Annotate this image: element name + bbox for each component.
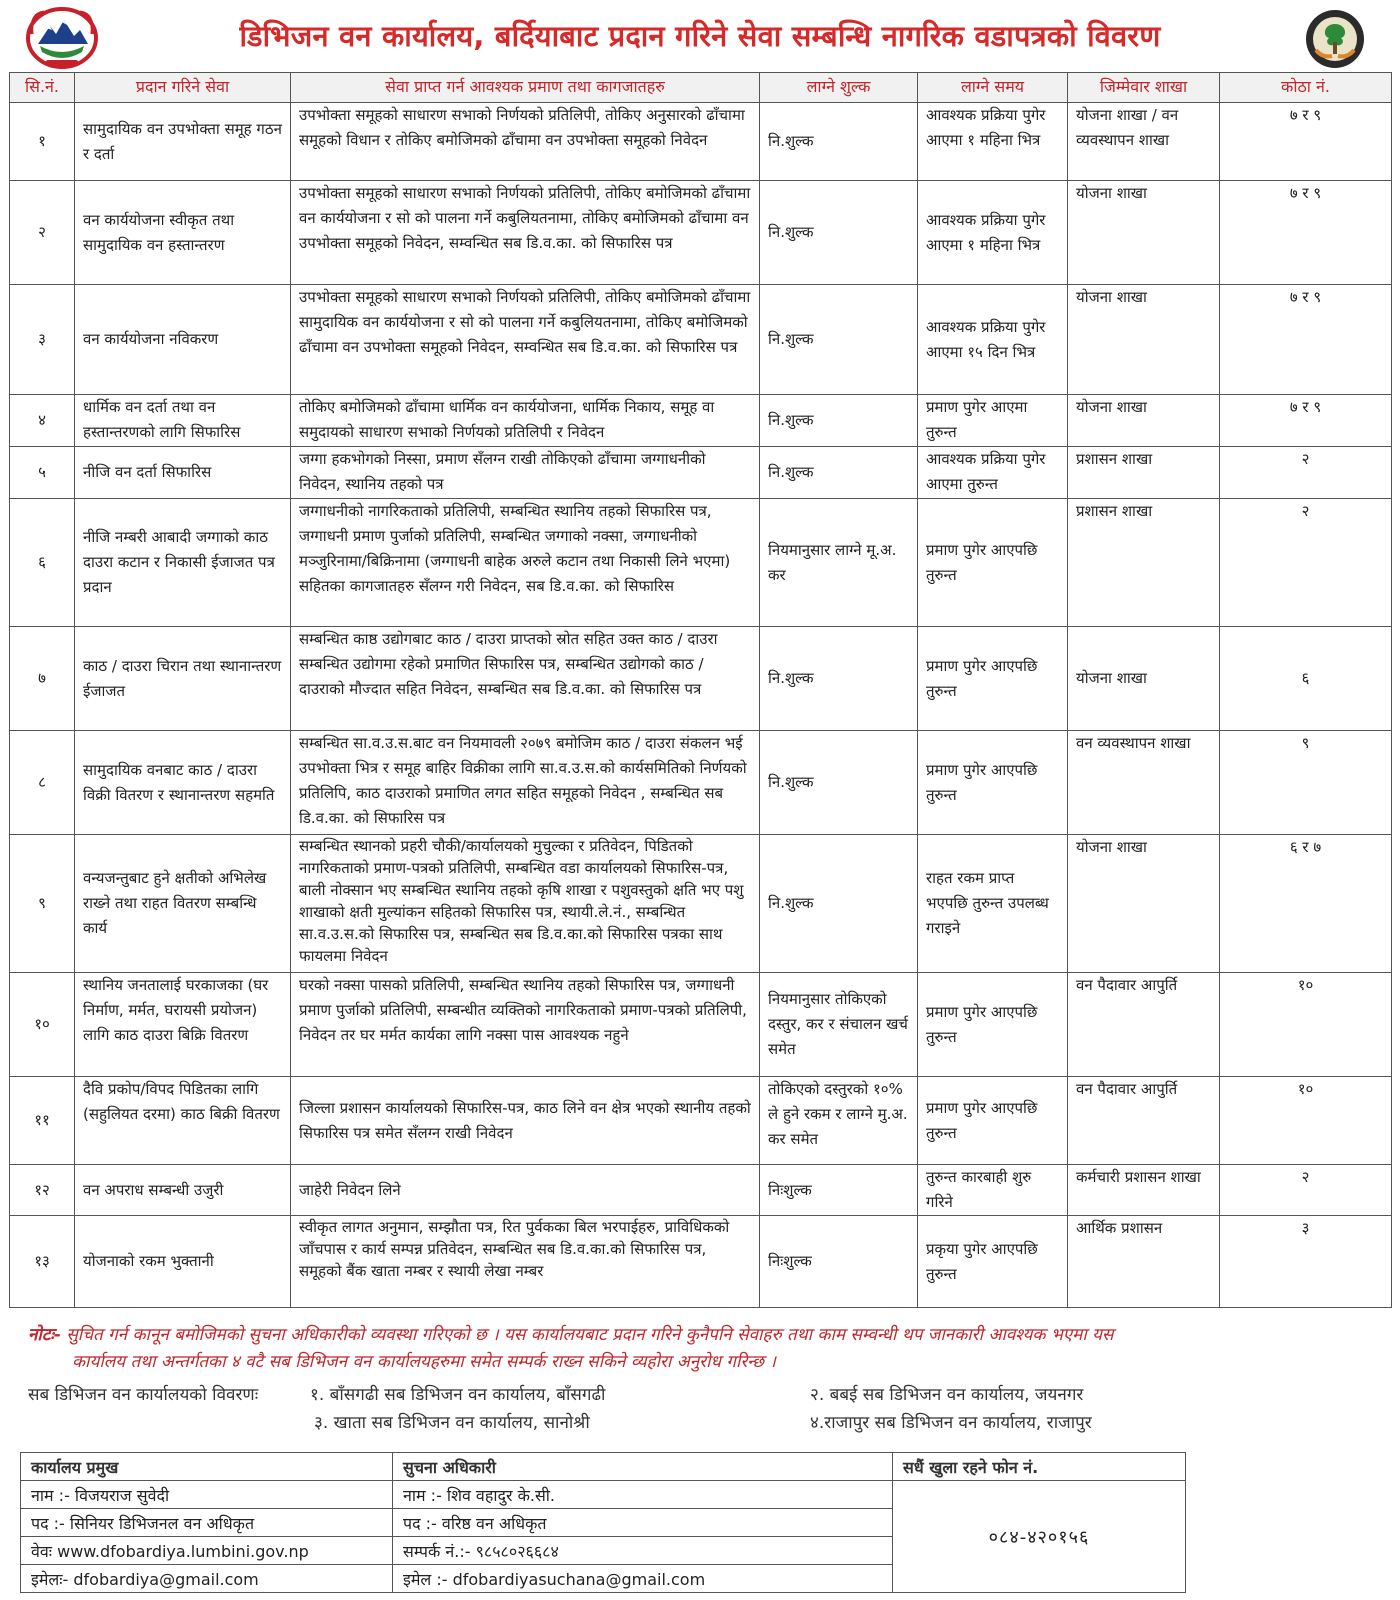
chief-name: नाम :- विजयराज सुवेदी <box>21 1481 393 1509</box>
cell-branch: योजना शाखा <box>1068 395 1220 447</box>
cell-time: प्रकृया पुगेर आएपछि तुरुन्त <box>918 1216 1068 1308</box>
sub-division-row-2 <box>28 1410 1378 1438</box>
cell-time: आवश्यक प्रक्रिया पुगेर आएमा १ महिना भित्र <box>918 181 1068 285</box>
table-row <box>10 627 1392 731</box>
cell-time: प्रमाण पुगेर आएपछि तुरुन्त <box>918 1077 1068 1165</box>
cell-time: आवश्यक प्रक्रिया पुगेर आएमा १५ दिन भित्र <box>918 285 1068 395</box>
cell-fee: नि.शुल्क <box>760 103 918 181</box>
info-officer-heading: सुचना अधिकारी <box>393 1453 893 1481</box>
page-title: डिभिजन वन कार्यालय, बर्दियाबाट प्रदान गरिने सेवा सम्बन्धि नागरिक वडापत्रको विवरण <box>239 19 1161 53</box>
cell-fee: नियमानुसार लाग्ने मू.अ. कर <box>760 499 918 627</box>
cell-documents: उपभोक्ता समूहको साधारण सभाको निर्णयको प्रतिलिपी, तोकिए बमोजिमको ढाँचामा वन कार्ययोजना र सो को पालना गर्ने कबुलियतनामा, तोकिए बमोजिमको ढाँचामा वन उपभोक्ता समूहको निवेदन, सम्वन्धित सब डि.व.का. को सिफारिस पत्र <box>291 181 760 285</box>
info-officer-email-link[interactable]: इमेल :- dfobardiyasuchana@gmail.com <box>393 1565 893 1593</box>
note-section <box>28 1322 1378 1376</box>
cell-documents: सम्बन्धित सा.व.उ.स.बाट वन नियमावली २०७९ बमोजिम काठ / दाउरा संकलन भई उपभोक्ता भित्र र समूह बाहिर विक्रीका लागि सा.व.उ.स.को कार्यसमितिको निर्णयको प्रतिलिपि, काठ दाउराको प्रमाणित लगत सहित समूहको निवेदन , सम्बन्धित सब डि.व.का. को सिफारिस पत्र <box>291 731 760 835</box>
cell-room: २ <box>1220 499 1392 627</box>
cell-service: दैवि प्रकोप/विपद पिडितका लागि (सहुलियत दरमा) काठ बिक्री वितरण <box>75 1077 291 1165</box>
col-header-time: लाग्ने समय <box>918 73 1068 103</box>
cell-fee: नि.शुल्क <box>760 181 918 285</box>
cell-fee: नि.शुल्क <box>760 447 918 499</box>
website-link[interactable]: वेवः www.dfobardiya.lumbini.gov.np <box>21 1537 393 1565</box>
sub-division-item: ४.राजापुर सब डिभिजन वन कार्यालय, राजापुर <box>810 1413 1092 1433</box>
cell-documents: घरको नक्सा पासको प्रतिलिपी, सम्बन्धित स्थानिय तहको सिफारिस पत्र, जग्गाधनी प्रमाण पुर्जाको प्रतिलिपी, सम्बन्धीत व्यक्तिको नागरिकताको प्रमाण-पत्रको प्रतिलिपी, निवेदन तर घर मर्मत कार्यका लागि नक्सा पास आवश्यक नहुने <box>291 973 760 1077</box>
cell-service: वन अपराध सम्बन्धी उजुरी <box>75 1165 291 1216</box>
info-officer-post: पद :- वरिष्ठ वन अधिकृत <box>393 1509 893 1537</box>
cell-time: आवश्यक प्रक्रिया पुगेर आएमा तुरुन्त <box>918 447 1068 499</box>
contact-header-row <box>21 1453 1186 1481</box>
cell-fee: नि.शुल्क <box>760 731 918 835</box>
cell-documents: सम्बन्धित काष्ठ उद्योगबाट काठ / दाउरा प्राप्तको स्रोत सहित उक्त काठ / दाउरा सम्बन्धित उद्योगमा रहेको प्रमाणित सिफारिस पत्र, सम्बन्धित उद्योगको काठ / दाउराको मौज्दात सहित निवेदन, सम्बन्धित सब डि.व.का. को सिफारिस पत्र <box>291 627 760 731</box>
cell-branch: योजना शाखा <box>1068 627 1220 731</box>
col-header-documents: सेवा प्राप्त गर्न आवश्यक प्रमाण तथा कागजातहरु <box>291 73 760 103</box>
sub-division-label: सब डिभिजन वन कार्यालयको विवरणः <box>28 1385 259 1405</box>
cell-time: तुरुन्त कारबाही शुरु गरिने <box>918 1165 1068 1216</box>
cell-time: प्रमाण पुगेर आएपछि तुरुन्त <box>918 731 1068 835</box>
cell-documents: सम्बन्धित स्थानको प्रहरी चौकी/कार्यालयको मुचुल्का र प्रतिवेदन, पिडितको नागरिकताको प्रमाण-पत्रको प्रतिलिपी, सम्बन्धित वडा कार्यालयको सिफारिस-पत्र, बाली नोक्सान भए सम्बन्धित स्थानिय तहको कृषि शाखा र पशुवस्तुको क्षति भए पशु शाखाको क्षती मुल्यांकन सहितको सिफारिस पत्र, स्थायी.ले.नं., सम्बन्धित सा.व.उ.स.को सिफारिस पत्र, सम्बन्धित सब डि.व.का.को सिफारिस पत्रका साथ फायलमा निवेदन <box>291 835 760 973</box>
cell-fee: निःशुल्क <box>760 1216 918 1308</box>
cell-time: प्रमाण पुगेर आएमा तुरुन्त <box>918 395 1068 447</box>
cell-time: प्रमाण पुगेर आएपछि तुरुन्त <box>918 499 1068 627</box>
cell-branch: योजना शाखा <box>1068 285 1220 395</box>
cell-service: सामुदायिक वनबाट काठ / दाउरा विक्री वितरण र स्थानान्तरण सहमति <box>75 731 291 835</box>
cell-service: वन कार्ययोजना स्वीकृत तथा सामुदायिक वन हस्तान्तरण <box>75 181 291 285</box>
cell-room: ७ र ९ <box>1220 395 1392 447</box>
table-row <box>10 731 1392 835</box>
cell-time: राहत रकम प्राप्त भएपछि तुरुन्त उपलब्ध गराइने <box>918 835 1068 973</box>
note-line-1 <box>28 1322 1378 1349</box>
cell-room: ७ र ९ <box>1220 103 1392 181</box>
cell-sn: ८ <box>10 731 75 835</box>
cell-sn: १० <box>10 973 75 1077</box>
chief-email-link[interactable]: इमेलः- dfobardiya@gmail.com <box>21 1565 393 1593</box>
cell-sn: १२ <box>10 1165 75 1216</box>
cell-branch: कर्मचारी प्रशासन शाखा <box>1068 1165 1220 1216</box>
cell-room: ९ <box>1220 731 1392 835</box>
sub-division-row-1 <box>28 1382 1378 1410</box>
cell-sn: १३ <box>10 1216 75 1308</box>
table-row <box>10 447 1392 499</box>
table-row <box>10 395 1392 447</box>
cell-room: २ <box>1220 447 1392 499</box>
cell-service: सामुदायिक वन उपभोक्ता समूह गठन र दर्ता <box>75 103 291 181</box>
cell-service: नीजि नम्बरी आबादी जग्गाको काठ दाउरा कटान र निकासी ईजाजत पत्र प्रदान <box>75 499 291 627</box>
cell-branch: प्रशासन शाखा <box>1068 447 1220 499</box>
contact-table <box>20 1452 1186 1593</box>
cell-fee: नि.शुल्क <box>760 835 918 973</box>
cell-branch: वन व्यवस्थापन शाखा <box>1068 731 1220 835</box>
col-header-branch: जिम्मेवार शाखा <box>1068 73 1220 103</box>
cell-room: २ <box>1220 1165 1392 1216</box>
cell-service: योजनाको रकम भुक्तानी <box>75 1216 291 1308</box>
note-label: नोटः- <box>28 1325 61 1345</box>
table-row <box>10 1216 1392 1308</box>
table-row <box>10 285 1392 395</box>
col-header-service: प्रदान गरिने सेवा <box>75 73 291 103</box>
cell-fee: नि.शुल्क <box>760 395 918 447</box>
cell-service: वन्यजन्तुबाट हुने क्षतीको अभिलेख राख्ने तथा राहत वितरण सम्बन्धि कार्य <box>75 835 291 973</box>
table-row <box>10 1077 1392 1165</box>
contact-row <box>21 1481 1186 1509</box>
cell-fee: नि.शुल्क <box>760 285 918 395</box>
cell-service: स्थानिय जनतालाई घरकाजका (घर निर्माण, मर्मत, घरायसी प्रयोजन) लागि काठ दाउरा बिक्रि वितरण <box>75 973 291 1077</box>
cell-fee: नियमानुसार तोकिएको दस्तुर, कर र संचालन खर्च समेत <box>760 973 918 1077</box>
info-officer-contact: सम्पर्क नं.:- ९८५८०२६६८४ <box>393 1537 893 1565</box>
note-line-2: कार्यालय तथा अन्तर्गतका ४ वटै सब डिभिजन वन कार्यालयहरुमा समेत सम्पर्क राख्न सकिने व्यहोरा अनुरोध गरिन्छ । <box>72 1352 776 1372</box>
hotline-phone: ०८४-४२०१५६ <box>893 1481 1186 1593</box>
nepal-emblem-icon <box>24 6 100 70</box>
cell-room: ७ र ९ <box>1220 285 1392 395</box>
cell-documents: स्वीकृत लागत अनुमान, सम्झौता पत्र, रित पुर्वकका बिल भरपाईहरु, प्राविधिकको जाँचपास र कार्य सम्पन्न प्रतिवेदन, सम्बन्धित सब डि.व.का.को सिफारिस पत्र, समूहको बैंक खाता नम्बर र स्थायी लेखा नम्बर <box>291 1216 760 1308</box>
col-header-sn: सि.नं. <box>10 73 75 103</box>
cell-fee: निःशुल्क <box>760 1165 918 1216</box>
cell-time: आवश्यक प्रक्रिया पुगेर आएमा १ महिना भित्र <box>918 103 1068 181</box>
cell-documents: जाहेरी निवेदन लिने <box>291 1165 760 1216</box>
cell-branch: योजना शाखा / वन व्यवस्थापन शाखा <box>1068 103 1220 181</box>
cell-sn: ९ <box>10 835 75 973</box>
cell-time: प्रमाण पुगेर आएपछि तुरुन्त <box>918 973 1068 1077</box>
cell-documents: उपभोक्ता समूहको साधारण सभाको निर्णयको प्रतिलिपी, तोकिए अनुसारको ढाँचामा समूहको विधान र तोकिए बमोजिमको ढाँचामा वन उपभोक्ता समूहको निवेदन <box>291 103 760 181</box>
cell-branch: प्रशासन शाखा <box>1068 499 1220 627</box>
cell-documents: जग्गाधनीको नागरिकताको प्रतिलिपी, सम्बन्धित स्थानिय तहको सिफारिस पत्र, जग्गाधनी प्रमाण पुर्जाको प्रतिलिपी, सम्बन्धित जग्गाको नक्सा, जग्गाधनीको मञ्जुरिनामा/बिक्रिनामा (जग्गाधनी बाहेक अरुले कटान तथा निकासी लिने भएमा) सहितका कागजातहरु सँलग्न गरी निवेदन, सब डि.व.का. को सिफारिस <box>291 499 760 627</box>
phone-heading: सधैं खुला रहने फोन नं. <box>893 1453 1186 1481</box>
cell-documents: तोकिए बमोजिमको ढाँचामा धार्मिक वन कार्ययोजना, धार्मिक निकाय, समूह वा समुदायको साधारण सभाको निर्णयको प्रतिलिपी र निवेदन <box>291 395 760 447</box>
cell-documents: जिल्ला प्रशासन कार्यालयको सिफारिस-पत्र, काठ लिने वन क्षेत्र भएको स्थानीय तहको सिफारिस पत्र समेत सँलग्न राखी निवेदन <box>291 1077 760 1165</box>
cell-sn: ४ <box>10 395 75 447</box>
forest-ministry-logo-icon <box>1302 8 1368 70</box>
cell-room: ६ <box>1220 627 1392 731</box>
page-header <box>10 6 1390 70</box>
cell-service: नीजि वन दर्ता सिफारिस <box>75 447 291 499</box>
cell-sn: ६ <box>10 499 75 627</box>
office-chief-heading: कार्यालय प्रमुख <box>21 1453 393 1481</box>
cell-room: ३ <box>1220 1216 1392 1308</box>
cell-sn: ११ <box>10 1077 75 1165</box>
cell-documents: उपभोक्ता समूहको साधारण सभाको निर्णयको प्रतिलिपी, तोकिए बमोजिमको ढाँचामा सामुदायिक वन कार्ययोजना र सो को पालना गर्ने कबुलियतनामा, तोकिए बमोजिमको ढाँचामा वन उपभोक्ता समूहको निवेदन, सम्वन्धित सब डि.व.का. को सिफारिस पत्र <box>291 285 760 395</box>
chief-post: पद :- सिनियर डिभिजनल वन अधिकृत <box>21 1509 393 1537</box>
info-officer-name: नाम :- शिव वहादुर के.सी. <box>393 1481 893 1509</box>
cell-sn: २ <box>10 181 75 285</box>
sub-division-item: २. बबई सब डिभिजन वन कार्यालय, जयनगर <box>810 1385 1084 1405</box>
cell-fee: नि.शुल्क <box>760 627 918 731</box>
cell-fee: तोकिएको दस्तुरको १०% ले हुने रकम र लाग्ने मु.अ. कर समेत <box>760 1077 918 1165</box>
cell-branch: वन पैदावार आपुर्ति <box>1068 1077 1220 1165</box>
table-row <box>10 1165 1392 1216</box>
sub-division-item: ३. खाता सब डिभिजन वन कार्यालय, सानोश्री <box>314 1413 590 1433</box>
cell-service: काठ / दाउरा चिरान तथा स्थानान्तरण ईजाजत <box>75 627 291 731</box>
cell-branch: योजना शाखा <box>1068 181 1220 285</box>
services-table <box>9 72 1392 1308</box>
cell-sn: ७ <box>10 627 75 731</box>
table-row <box>10 499 1392 627</box>
cell-sn: ३ <box>10 285 75 395</box>
cell-room: ७ र ९ <box>1220 181 1392 285</box>
table-row <box>10 103 1392 181</box>
cell-sn: १ <box>10 103 75 181</box>
cell-room: १० <box>1220 973 1392 1077</box>
cell-room: ६ र ७ <box>1220 835 1392 973</box>
table-row <box>10 973 1392 1077</box>
col-header-room: कोठा नं. <box>1220 73 1392 103</box>
cell-documents: जग्गा हकभोगको निस्सा, प्रमाण सँलग्न राखी तोकिएको ढाँचामा जग्गाधनीको निवेदन, स्थानिय तहको पत्र <box>291 447 760 499</box>
cell-service: वन कार्ययोजना नविकरण <box>75 285 291 395</box>
cell-sn: ५ <box>10 447 75 499</box>
sub-division-item: १. बाँसगढी सब डिभिजन वन कार्यालय, बाँसगढी <box>310 1385 606 1405</box>
table-header-row <box>10 73 1392 103</box>
sub-division-list <box>28 1382 1378 1438</box>
cell-branch: आर्थिक प्रशासन <box>1068 1216 1220 1308</box>
note-text-1: सुचित गर्न कानून बमोजिमको सुचना अधिकारीको व्यवस्था गरिएको छ । यस कार्यालयबाट प्रदान गरिने कुनैपनि सेवाहरु तथा काम सम्वन्धी थप जानकारी आवश्यक भएमा यस <box>66 1325 1114 1345</box>
table-row <box>10 181 1392 285</box>
table-row <box>10 835 1392 973</box>
cell-service: धार्मिक वन दर्ता तथा वन हस्तान्तरणको लागि सिफारिस <box>75 395 291 447</box>
cell-room: १० <box>1220 1077 1392 1165</box>
col-header-fee: लाग्ने शुल्क <box>760 73 918 103</box>
cell-time: प्रमाण पुगेर आएपछि तुरुन्त <box>918 627 1068 731</box>
cell-branch: योजना शाखा <box>1068 835 1220 973</box>
cell-branch: वन पैदावार आपुर्ति <box>1068 973 1220 1077</box>
